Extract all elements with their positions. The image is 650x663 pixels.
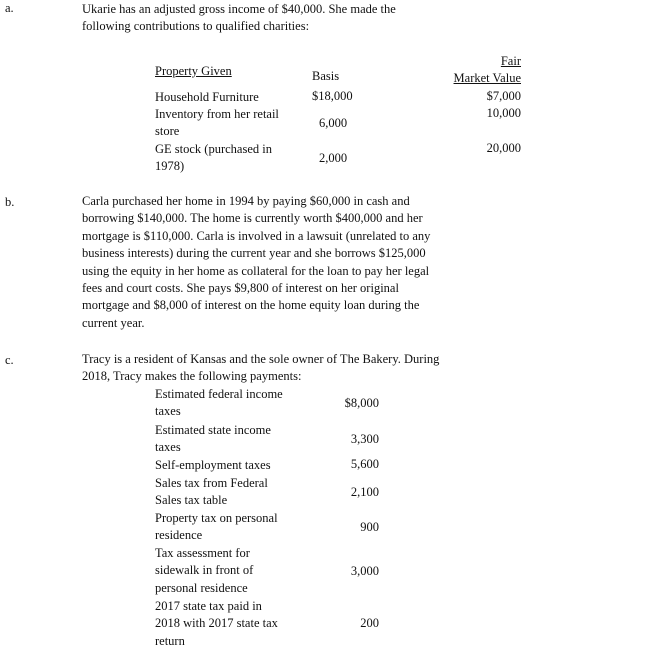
table-row-basis: $18,000 <box>312 89 353 103</box>
payment-desc-line: residence <box>155 528 203 543</box>
table-row-fmv: 20,000 <box>486 141 521 155</box>
section-a-intro-line: Ukarie has an adjusted gross income of $40,000. She made the <box>82 2 396 16</box>
payment-desc-line: Tax assessment for <box>155 546 250 560</box>
payment-amount: $8,000 <box>344 396 379 410</box>
payment-desc-line: Property tax on personal <box>155 511 278 525</box>
payment-amount: 5,600 <box>350 457 379 471</box>
header-fmv-line2: Market Value <box>453 71 521 85</box>
section-b-line: mortgage is $110,000. Carla is involved in a lawsuit (unrelated to any <box>82 228 431 243</box>
payment-amount: 200 <box>360 616 379 630</box>
section-b-line: borrowing $140,000. The home is currently worth $400,000 and her <box>82 211 423 226</box>
table-row-property <box>155 141 272 176</box>
header-fmv-line1: Fair <box>500 54 521 68</box>
payment-desc <box>155 598 278 650</box>
payment-desc <box>155 475 268 510</box>
table-row-property-line: GE stock (purchased in <box>155 142 272 156</box>
payment-desc <box>155 457 271 474</box>
table-row-basis: 2,000 <box>319 151 348 165</box>
table-row-property-line: store <box>155 124 180 139</box>
payment-desc-line: Sales tax table <box>155 493 228 508</box>
table-row-property-line: 1978) <box>155 159 185 174</box>
table-row-basis: 6,000 <box>319 116 348 130</box>
payment-desc <box>155 422 271 457</box>
header-property-given: Property Given <box>155 64 232 78</box>
section-b-line: mortgage and $8,000 of interest on the home equity loan during the <box>82 298 420 313</box>
payment-desc-line: 2017 state tax paid in <box>155 599 262 613</box>
section-b-line: using the equity in her home as collateral for the loan to pay her legal <box>82 263 430 278</box>
payment-desc-line: Self-employment taxes <box>155 458 271 472</box>
payment-desc-line: taxes <box>155 404 181 419</box>
section-a-intro-line: following contributions to qualified charities: <box>82 19 310 34</box>
payment-desc <box>155 386 283 421</box>
payment-desc-line: taxes <box>155 440 181 455</box>
section-b-line: fees and court costs. She pays $9,800 of interest on her original <box>82 281 399 296</box>
section-b-line: current year. <box>82 315 145 330</box>
section-b-line: Carla purchased her home in 1994 by paying $60,000 in cash and <box>82 194 410 208</box>
payment-desc-line: return <box>155 633 185 648</box>
section-b-line: business interests) during the current year and she borrows $125,000 <box>82 246 426 261</box>
payment-amount: 2,100 <box>350 485 379 499</box>
section-a-intro <box>82 1 527 36</box>
header-basis: Basis <box>312 69 340 83</box>
table-row-property: Household Furniture <box>155 90 259 104</box>
table-row-property-line: Inventory from her retail <box>155 107 279 121</box>
section-a-label: a. <box>5 1 14 15</box>
section-c-label: c. <box>5 353 14 367</box>
payment-desc-line: sidewalk in front of <box>155 563 254 578</box>
section-b-text <box>82 193 527 332</box>
payment-amount: 3,300 <box>350 432 379 446</box>
payment-desc-line: personal residence <box>155 580 248 595</box>
table-row-fmv: $7,000 <box>486 89 521 103</box>
section-c-intro-line: Tracy is a resident of Kansas and the sole owner of The Bakery. During <box>82 352 440 366</box>
table-row-fmv: 10,000 <box>486 106 521 120</box>
payment-amount: 900 <box>360 520 379 534</box>
payment-desc-line: Estimated state income <box>155 423 271 437</box>
payment-desc <box>155 545 253 597</box>
section-c-intro <box>82 351 527 386</box>
payment-desc-line: Sales tax from Federal <box>155 476 268 490</box>
payment-desc-line: 2018 with 2017 state tax <box>155 616 278 631</box>
payment-desc <box>155 510 278 545</box>
payment-desc-line: Estimated federal income <box>155 387 283 401</box>
section-c-intro-line: 2018, Tracy makes the following payments: <box>82 369 302 384</box>
section-b-label: b. <box>5 195 15 209</box>
payment-amount: 3,000 <box>350 564 379 578</box>
table-row-property <box>155 106 279 141</box>
